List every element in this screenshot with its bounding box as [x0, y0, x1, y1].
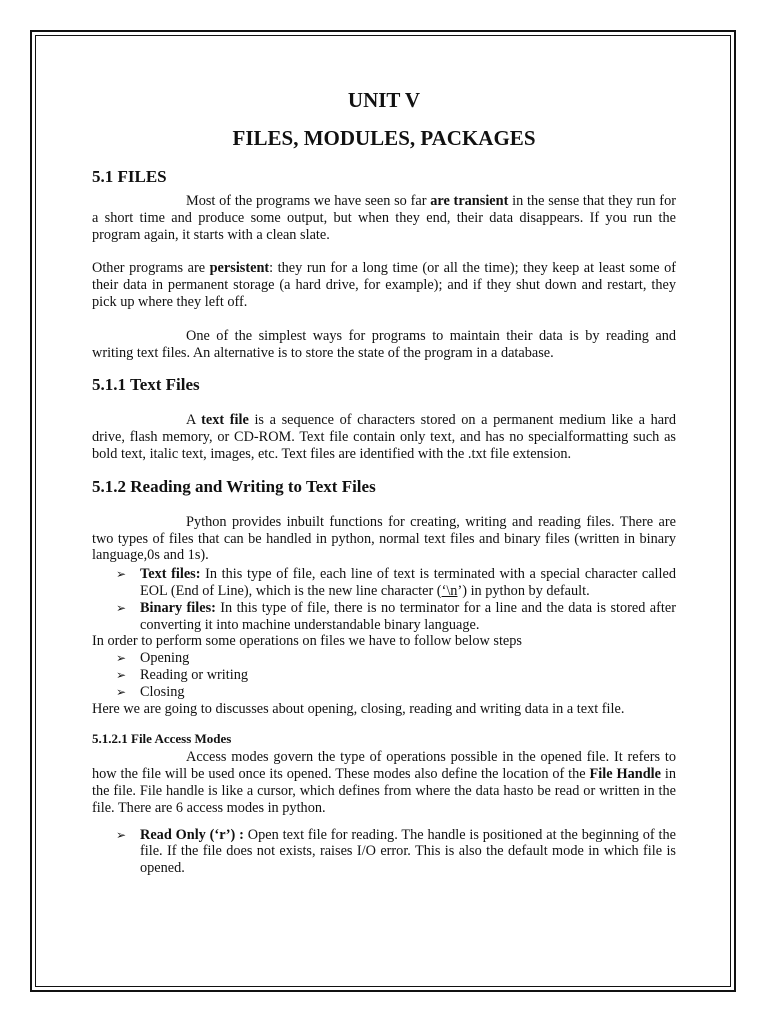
text-run: Other programs are	[92, 260, 210, 277]
bold-term-text-file: text file	[201, 412, 249, 429]
text-run: In this type of file, there is no terminator for a line and the data is stored after converting it into machine understandable binary language.	[140, 599, 676, 633]
arrow-bullet-icon: ➢	[116, 600, 127, 615]
text-run: Open text file for reading. The handle is positioned at the beginning of the file. If the file does not exists, raises I/O error. This is also the default mode in which file is opened.	[140, 826, 676, 877]
list-item-step	[116, 684, 676, 701]
list-item-binary-files	[116, 600, 676, 634]
paragraph-persistent	[92, 260, 676, 310]
section-heading-5-1: 5.1 FILES	[92, 167, 167, 186]
chapter-title: FILES, MODULES, PACKAGES	[232, 126, 536, 150]
unit-title: UNIT V	[347, 88, 421, 112]
paragraph-text-file	[92, 412, 676, 462]
text-run: in the file. File handle is like a cursor, which defines from where the data hasto be read or written in the file. There are 6 access modes in python.	[92, 766, 676, 816]
text-run: ’) in python by default.	[457, 582, 590, 599]
document-page	[92, 80, 676, 877]
text-run: Access modes govern the type of operations possible in the opened file. It refers to how the file will be used once its opened. These modes also define the location of the	[92, 749, 676, 783]
text-run: in the sense that they run for a short time and produce some output, but when they end, their data disappears. If you run the program again, it starts with a clean slate.	[92, 193, 676, 243]
bold-term-file-handle: File Handle	[589, 766, 661, 783]
text-run: Most of the programs we have seen so far	[186, 193, 431, 209]
arrow-bullet-icon: ➢	[116, 567, 127, 582]
bold-label: Binary files:	[140, 599, 216, 616]
arrow-bullet-icon: ➢	[116, 684, 127, 699]
list-item-read-only	[116, 827, 676, 877]
step-label: Closing	[140, 683, 185, 700]
section-heading-5-1-2-1: 5.1.2.1 File Access Modes	[92, 731, 232, 747]
access-modes-list	[92, 827, 676, 877]
section-heading-5-1-2: 5.1.2 Reading and Writing to Text Files	[92, 476, 376, 496]
paragraph-access-modes	[92, 749, 676, 816]
arrow-bullet-icon: ➢	[116, 651, 127, 666]
arrow-bullet-icon: ➢	[116, 667, 127, 682]
step-label: Opening	[140, 650, 190, 667]
step-label: Reading or writing	[140, 666, 249, 683]
paragraph-outro: Here we are going to discusses about opening, closing, reading and writing data in a text file.	[92, 700, 625, 717]
bold-term-persistent: persistent	[209, 260, 270, 277]
text-run: : they run for a long time (or all the time); they keep at least some of their data in permanent storage (a hard drive, for example); and if they shut down and restart, they pick up where they left off.	[92, 260, 676, 310]
paragraph-simplest-ways: One of the simplest ways for programs to maintain their data is by reading and writing text files. An alternative is to store the state of the program in a database.	[92, 327, 676, 361]
text-run: In this type of file, each line of text is terminated with a special character called EOL (End of Line), which is the new line character (	[140, 566, 676, 599]
bold-term-transient: are transient	[430, 193, 509, 209]
list-item-step	[116, 667, 676, 684]
steps-list	[92, 650, 676, 700]
list-item-text-files	[116, 566, 676, 600]
text-run: is a sequence of characters stored on a permanent medium like a hard drive, flash memory, or CD-ROM. Text file contain only text, and has no specialformatting such as bold text, italic text, images, etc. Text files are identified with the .txt file extension.	[92, 412, 676, 462]
file-types-list	[92, 566, 676, 633]
text-run: A	[186, 412, 202, 429]
underlined-newline-char: ‘\n	[441, 582, 458, 599]
list-item-step	[116, 650, 676, 667]
arrow-bullet-icon: ➢	[116, 827, 127, 842]
bold-label: Text files:	[140, 566, 201, 583]
section-heading-5-1-1: 5.1.1 Text Files	[92, 375, 200, 395]
bold-label: Read Only (‘r’) :	[140, 826, 244, 843]
paragraph-python-inbuilt: Python provides inbuilt functions for creating, writing and reading files. There are two types of files that can be handled in python, normal text files and binary files (written in binary language,0s and 1s).	[92, 513, 676, 564]
paragraph-steps-intro: In order to perform some operations on files we have to follow below steps	[92, 633, 522, 650]
paragraph-transient	[92, 193, 676, 243]
